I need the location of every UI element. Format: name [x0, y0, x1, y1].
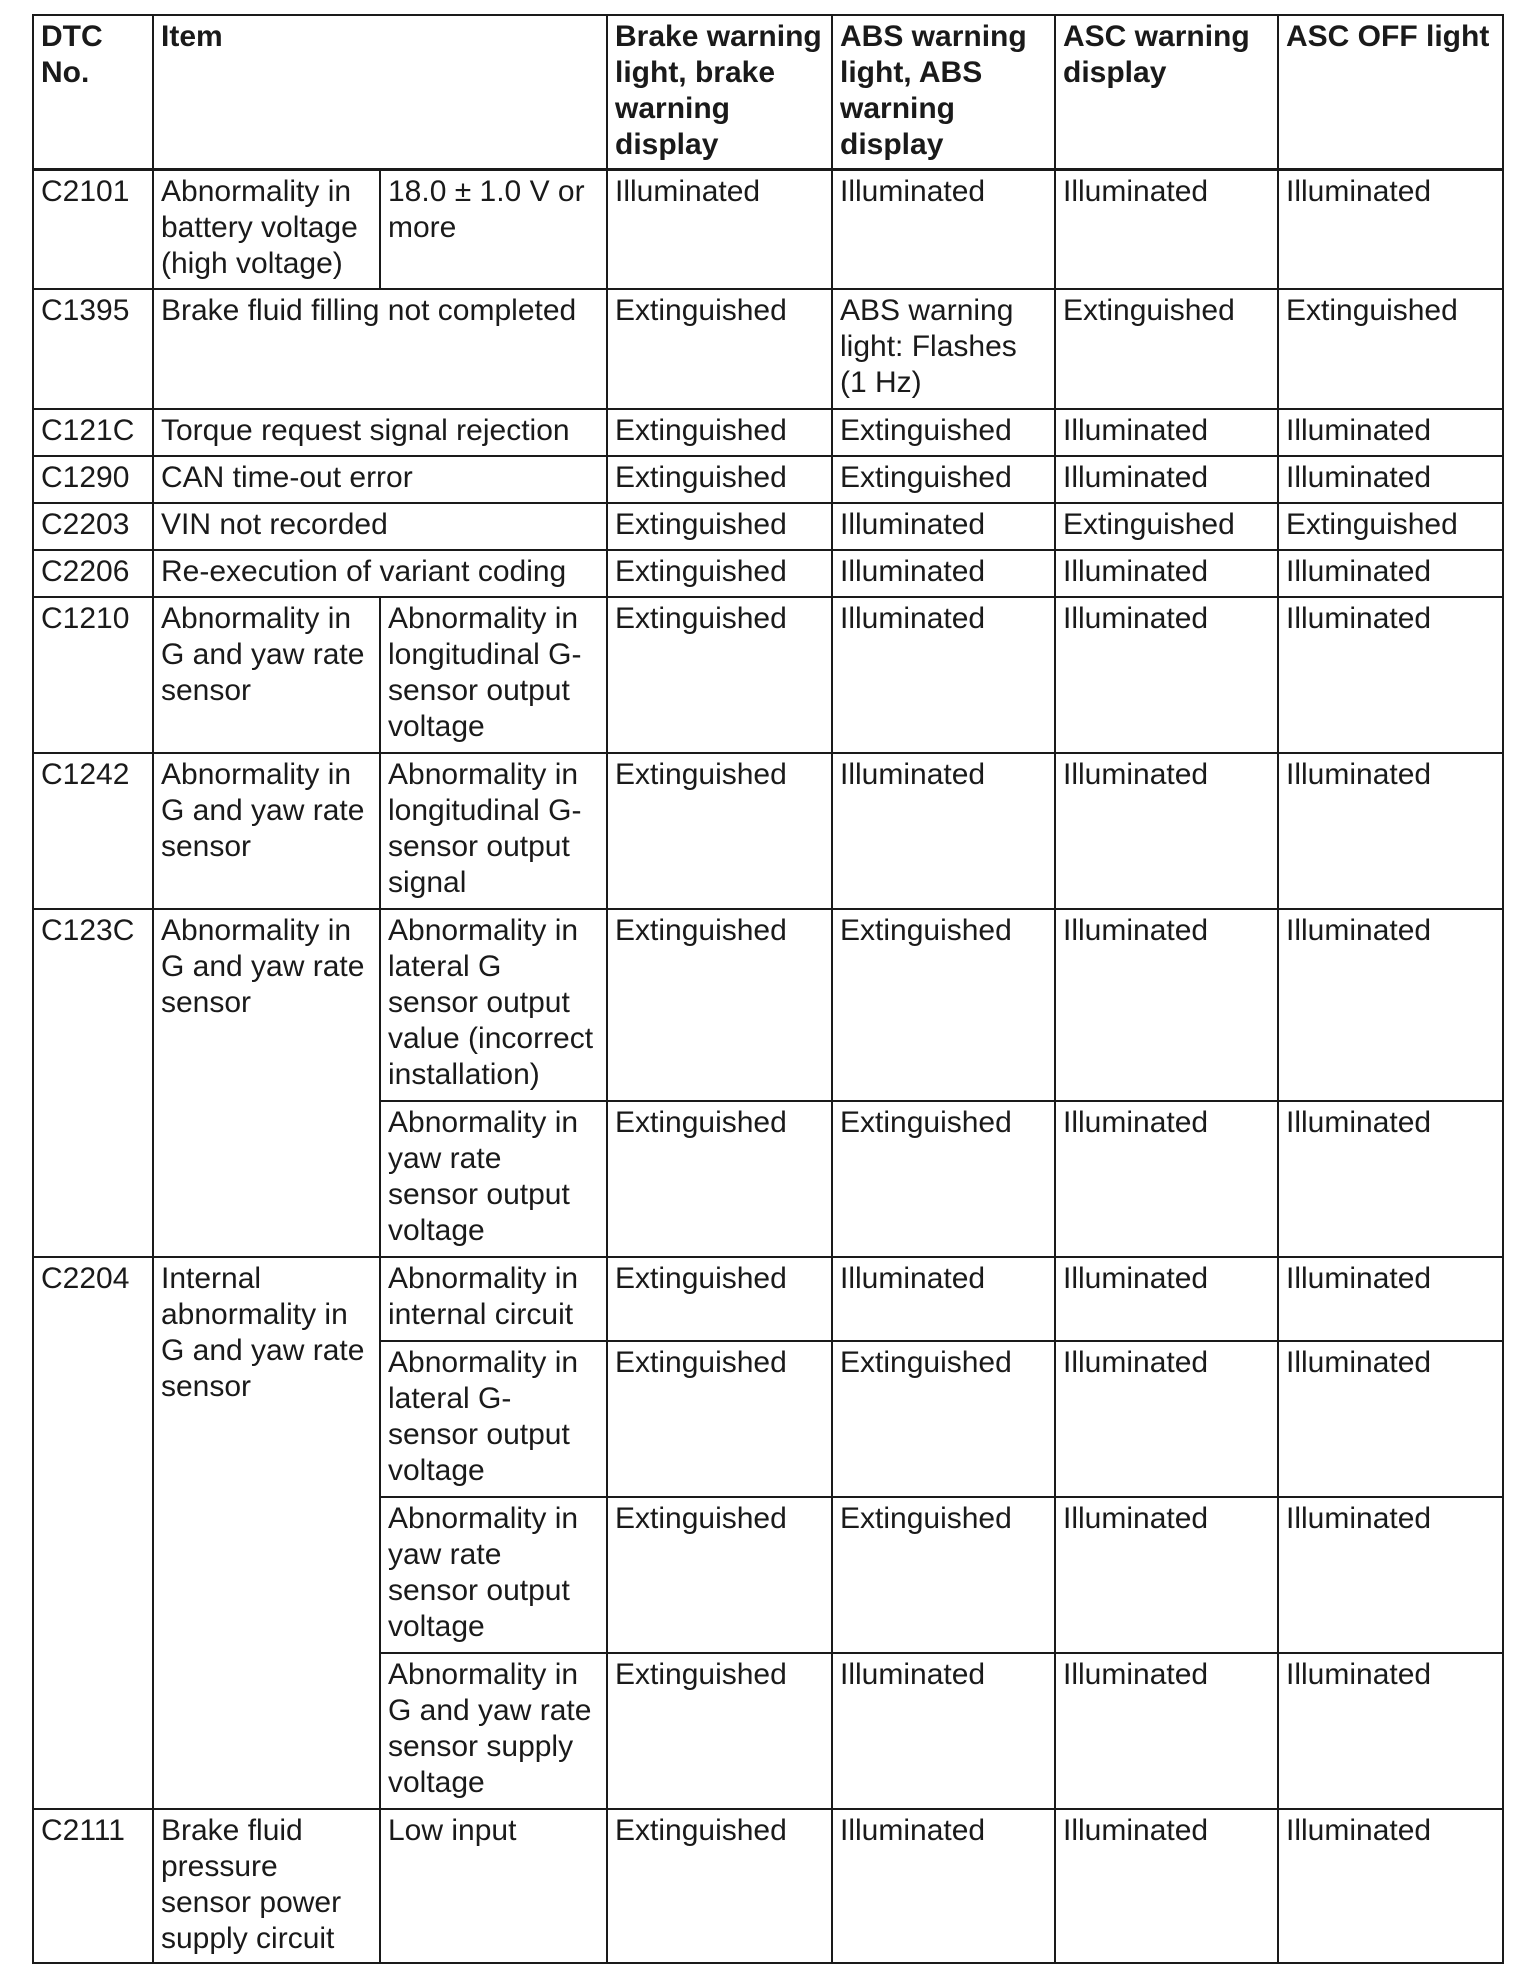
dtc-code: C1210	[33, 597, 153, 753]
asc-status: Illuminated	[1055, 456, 1278, 503]
abs-status: Illuminated	[832, 1809, 1055, 1963]
asc-status: Illuminated	[1055, 1101, 1278, 1257]
asc-off-status: Illuminated	[1278, 1341, 1503, 1497]
dtc-table	[32, 14, 1504, 1964]
table-row	[33, 550, 1503, 597]
item-detail: Abnormality in G and yaw rate sensor supply voltage	[380, 1653, 607, 1809]
asc-off-status: Illuminated	[1278, 1653, 1503, 1809]
table-row	[33, 289, 1503, 409]
dtc-code: C1290	[33, 456, 153, 503]
header-asc-off-light: ASC OFF light	[1278, 15, 1503, 169]
abs-status: Extinguished	[832, 1101, 1055, 1257]
asc-status: Illuminated	[1055, 909, 1278, 1101]
table-row	[33, 597, 1503, 753]
item-text: Brake fluid pressure sensor power supply circuit	[153, 1809, 380, 1963]
asc-off-status: Illuminated	[1278, 753, 1503, 909]
dtc-code: C2204	[33, 1257, 153, 1809]
table-row	[33, 753, 1503, 909]
item-detail: Abnormality in longitudinal G-sensor output signal	[380, 753, 607, 909]
brake-status: Extinguished	[607, 289, 832, 409]
brake-status: Illuminated	[607, 169, 832, 289]
item-text: Abnormality in G and yaw rate sensor	[153, 597, 380, 753]
dtc-code: C121C	[33, 409, 153, 456]
item-detail: Abnormality in yaw rate sensor output voltage	[380, 1497, 607, 1653]
asc-status: Illuminated	[1055, 1341, 1278, 1497]
header-brake-warning: Brake warning light, brake warning display	[607, 15, 832, 169]
item-text: Brake fluid filling not completed	[153, 289, 607, 409]
abs-status: Illuminated	[832, 1653, 1055, 1809]
item-text: CAN time-out error	[153, 456, 607, 503]
item-detail: Abnormality in yaw rate sensor output voltage	[380, 1101, 607, 1257]
asc-off-status: Illuminated	[1278, 409, 1503, 456]
item-detail: Abnormality in internal circuit	[380, 1257, 607, 1341]
asc-status: Illuminated	[1055, 1257, 1278, 1341]
item-text: Abnormality in battery voltage (high voltage)	[153, 169, 380, 289]
asc-status: Illuminated	[1055, 1809, 1278, 1963]
brake-status: Extinguished	[607, 503, 832, 550]
asc-off-status: Illuminated	[1278, 550, 1503, 597]
dtc-code: C123C	[33, 909, 153, 1257]
asc-off-status: Extinguished	[1278, 503, 1503, 550]
brake-status: Extinguished	[607, 1497, 832, 1653]
header-row	[33, 15, 1503, 169]
asc-off-status: Illuminated	[1278, 597, 1503, 753]
asc-off-status: Illuminated	[1278, 1497, 1503, 1653]
table-row	[33, 169, 1503, 289]
asc-off-status: Illuminated	[1278, 456, 1503, 503]
asc-off-status: Illuminated	[1278, 1257, 1503, 1341]
brake-status: Extinguished	[607, 1101, 832, 1257]
item-detail: Abnormality in lateral G-sensor output voltage	[380, 1341, 607, 1497]
asc-status: Illuminated	[1055, 597, 1278, 753]
brake-status: Extinguished	[607, 1809, 832, 1963]
table-row	[33, 456, 1503, 503]
asc-off-status: Extinguished	[1278, 289, 1503, 409]
dtc-code: C2206	[33, 550, 153, 597]
brake-status: Extinguished	[607, 597, 832, 753]
asc-off-status: Illuminated	[1278, 909, 1503, 1101]
item-detail: Abnormality in lateral G sensor output value (incorrect installation)	[380, 909, 607, 1101]
item-text: VIN not recorded	[153, 503, 607, 550]
dtc-code: C1395	[33, 289, 153, 409]
asc-off-status: Illuminated	[1278, 169, 1503, 289]
asc-status: Illuminated	[1055, 1497, 1278, 1653]
brake-status: Extinguished	[607, 456, 832, 503]
asc-status: Illuminated	[1055, 409, 1278, 456]
item-detail: Abnormality in longitudinal G-sensor output voltage	[380, 597, 607, 753]
abs-status: Illuminated	[832, 550, 1055, 597]
abs-status: Extinguished	[832, 909, 1055, 1101]
item-text: Abnormality in G and yaw rate sensor	[153, 753, 380, 909]
item-text: Torque request signal rejection	[153, 409, 607, 456]
asc-status: Illuminated	[1055, 753, 1278, 909]
abs-status: Extinguished	[832, 456, 1055, 503]
asc-status: Illuminated	[1055, 550, 1278, 597]
dtc-code: C2111	[33, 1809, 153, 1963]
asc-off-status: Illuminated	[1278, 1101, 1503, 1257]
abs-status: Extinguished	[832, 1497, 1055, 1653]
asc-status: Illuminated	[1055, 169, 1278, 289]
item-text: Re-execution of variant coding	[153, 550, 607, 597]
header-abs-warning: ABS warning light, ABS warning display	[832, 15, 1055, 169]
header-dtc-no: DTC No.	[33, 15, 153, 169]
dtc-code: C2203	[33, 503, 153, 550]
brake-status: Extinguished	[607, 753, 832, 909]
abs-status: ABS warning light: Flashes (1 Hz)	[832, 289, 1055, 409]
asc-off-status: Illuminated	[1278, 1809, 1503, 1963]
abs-status: Illuminated	[832, 503, 1055, 550]
asc-status: Extinguished	[1055, 289, 1278, 409]
abs-status: Illuminated	[832, 1257, 1055, 1341]
brake-status: Extinguished	[607, 1653, 832, 1809]
brake-status: Extinguished	[607, 1257, 832, 1341]
item-text: Abnormality in G and yaw rate sensor	[153, 909, 380, 1257]
dtc-code: C2101	[33, 169, 153, 289]
abs-status: Illuminated	[832, 169, 1055, 289]
table-row	[33, 1809, 1503, 1963]
table-row	[33, 1257, 1503, 1341]
item-detail: 18.0 ± 1.0 V or more	[380, 169, 607, 289]
brake-status: Extinguished	[607, 550, 832, 597]
abs-status: Illuminated	[832, 753, 1055, 909]
brake-status: Extinguished	[607, 409, 832, 456]
dtc-code: C1242	[33, 753, 153, 909]
header-asc-warning: ASC warning display	[1055, 15, 1278, 169]
item-detail: Low input	[380, 1809, 607, 1963]
table-row	[33, 409, 1503, 456]
header-item: Item	[153, 15, 607, 169]
brake-status: Extinguished	[607, 909, 832, 1101]
abs-status: Extinguished	[832, 409, 1055, 456]
asc-status: Illuminated	[1055, 1653, 1278, 1809]
table-row	[33, 909, 1503, 1101]
abs-status: Illuminated	[832, 597, 1055, 753]
brake-status: Extinguished	[607, 1341, 832, 1497]
table-row	[33, 503, 1503, 550]
abs-status: Extinguished	[832, 1341, 1055, 1497]
asc-status: Extinguished	[1055, 503, 1278, 550]
item-text: Internal abnormality in G and yaw rate sensor	[153, 1257, 380, 1809]
